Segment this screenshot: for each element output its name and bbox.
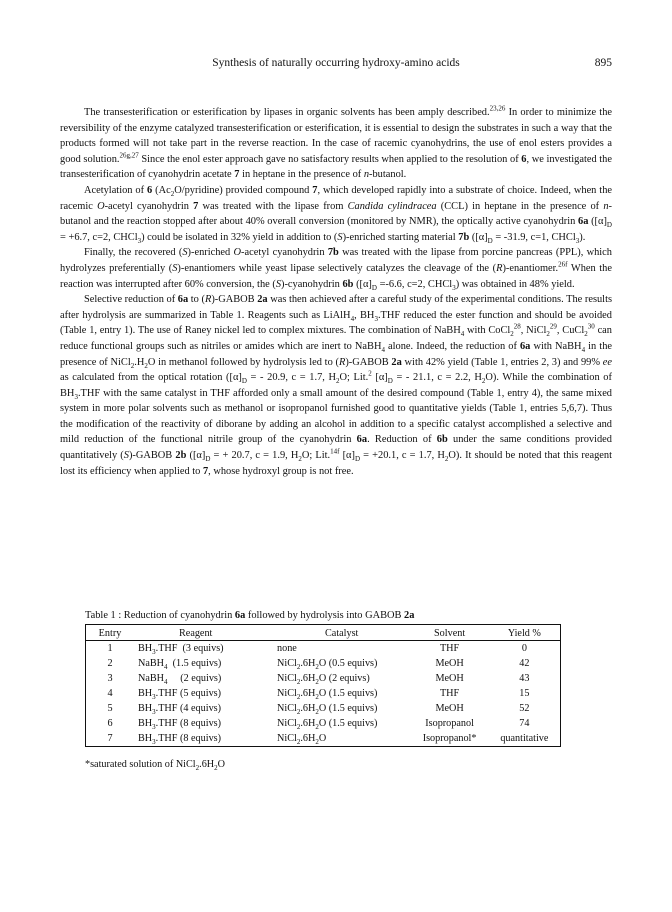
text-run: 7 xyxy=(234,169,240,181)
table-row xyxy=(86,671,561,686)
text-run: 4 xyxy=(581,345,586,354)
cell-catalyst xyxy=(273,701,410,716)
text-run: [α] xyxy=(371,372,388,384)
cell-catalyst xyxy=(273,641,410,657)
text-run: 23,26 xyxy=(489,104,506,113)
text-run: 3 xyxy=(452,283,456,292)
text-run: 7b xyxy=(327,247,339,259)
text-run: 2 xyxy=(315,738,319,747)
text-run: .THF (4 equivs) xyxy=(155,703,222,714)
text-run: .THF (3 equivs) xyxy=(155,643,224,654)
text-run: S xyxy=(182,247,188,259)
text-run: 2 xyxy=(296,738,301,747)
text-run: = - 21.1, c = 2.2, H xyxy=(392,372,482,384)
cell-solvent: Isopropanol xyxy=(425,718,474,729)
text-run: D xyxy=(606,221,612,230)
text-run: was treated with the lipase from xyxy=(198,200,348,212)
text-run: -butanol. xyxy=(369,169,407,181)
text-run: )-enriched starting material xyxy=(342,231,459,243)
text-run: 2b xyxy=(175,450,187,462)
text-run: )-enantiomer. xyxy=(502,262,559,274)
text-run: NiCl xyxy=(277,673,297,684)
col-header-catalyst: Catalyst xyxy=(273,625,410,641)
text-run: D xyxy=(487,236,493,245)
text-run: 3 xyxy=(74,392,78,401)
text-run: 2 xyxy=(368,369,372,378)
text-run: O). While the combination of BH xyxy=(60,372,612,399)
text-run: S xyxy=(337,231,343,243)
table-caption xyxy=(85,610,414,621)
text-run: The transesterification or esterification by lipases in organic solvents has been amply described. xyxy=(84,107,490,118)
text-run: 2 xyxy=(195,764,200,773)
text-run: D xyxy=(354,455,361,464)
cell-catalyst xyxy=(273,686,410,701)
cell-entry: 4 xyxy=(107,688,113,699)
text-run: .6H xyxy=(199,759,215,770)
text-run: .6H xyxy=(300,673,316,684)
text-run: Selective reduction of xyxy=(84,294,178,306)
text-run: NiCl xyxy=(277,718,297,729)
text-run: .THF reduced the ester function and should be avoided (Table 1, entry 1). The use of Raney nickel led to complex mixtures. The combination of NaBH xyxy=(60,309,612,337)
text-run: 6b xyxy=(342,278,354,290)
text-run: under the same conditions provided quantitatively ( xyxy=(60,434,612,462)
text-run: 4 xyxy=(381,345,385,354)
text-run: = -31.9, c=1, CHCl xyxy=(492,231,576,243)
text-run: .H xyxy=(134,356,145,368)
text-run: (1.5 equivs) xyxy=(167,658,222,669)
text-run: D xyxy=(241,377,247,386)
text-run: 6a xyxy=(177,294,189,306)
text-run: 28 xyxy=(513,322,521,331)
table-row xyxy=(86,731,561,747)
cell-reagent xyxy=(134,641,273,657)
text-run: .6H xyxy=(300,703,316,714)
text-run: 2 xyxy=(296,663,301,672)
text-run: 2 xyxy=(546,330,550,339)
text-run: 26f xyxy=(558,260,568,269)
text-run: . Reduction of xyxy=(367,434,437,446)
text-run: *saturated solution of NiCl xyxy=(85,759,196,770)
text-run: , CuCl xyxy=(556,325,585,337)
text-run: 2 xyxy=(170,190,175,199)
text-run: 29 xyxy=(549,322,557,331)
text-run: , which developed rapidly into a substrate of choice. Indeed, when the racemic xyxy=(60,184,613,212)
cell-entry: 3 xyxy=(107,673,113,684)
text-run: = +20.1, c = 1.7, H xyxy=(360,450,445,462)
text-run: 2 xyxy=(298,455,302,464)
text-run: D xyxy=(205,455,211,464)
cell-solvent: MeOH xyxy=(435,673,464,684)
text-run: -butanol and the reaction stopped after about 40% overall conversion (monitored by NMR), the optically active cyanohydrin xyxy=(60,200,612,228)
text-run: 7 xyxy=(193,200,199,212)
text-run: 2a xyxy=(404,610,415,621)
text-run: Table 1 : Reduction of cyanohydrin xyxy=(85,610,235,621)
text-run: 2 xyxy=(144,361,148,370)
text-run: D xyxy=(387,377,393,386)
text-run: was then achieved after a careful study of the experimental conditions. The results after hydrolysis are summarized in Table 1. Reagents such as LiAlH xyxy=(60,294,613,321)
text-run: ([α] xyxy=(469,231,488,243)
text-run: O (1.5 equivs) xyxy=(318,703,378,714)
cell-yield: 15 xyxy=(519,688,530,699)
text-run: 3 xyxy=(152,723,156,732)
text-run: 2 xyxy=(214,764,218,773)
text-run: BH xyxy=(138,643,153,654)
text-run: can reduce functional groups such as nitriles or amides which are inert to NaBH xyxy=(60,325,612,352)
text-run: 3 xyxy=(152,693,156,702)
text-run: ([α] xyxy=(353,278,372,290)
text-run: BH xyxy=(138,688,153,699)
text-run: .THF (8 equivs) xyxy=(155,733,222,744)
cell-solvent: Isopropanol* xyxy=(410,731,488,747)
text-run: NiCl xyxy=(277,688,297,699)
cell-yield: quantitative xyxy=(489,731,561,747)
text-run: with 42% yield (Table 1, entries 2, 3) and 99% xyxy=(401,356,603,368)
table-row xyxy=(86,716,561,731)
cell-catalyst xyxy=(273,671,410,686)
text-run: )-enriched xyxy=(187,247,234,259)
text-run: with NaBH xyxy=(530,340,582,352)
text-run: )-GABOB xyxy=(345,356,392,368)
text-run: Since the enol ester approach gave no satisfactory results when applied to the resolution of xyxy=(138,153,522,165)
text-run: Finally, the recovered ( xyxy=(84,247,183,259)
cell-reagent xyxy=(134,671,273,686)
table-header-row xyxy=(86,625,561,641)
text-run: 2 xyxy=(315,678,319,687)
text-run: When the reaction was interrupted after 60% conversion, the ( xyxy=(60,262,612,290)
text-run: BH xyxy=(138,703,153,714)
text-run: 2 xyxy=(315,693,319,702)
cell-reagent xyxy=(134,731,273,747)
text-run: = - 20.9, c = 1.7, H xyxy=(246,372,336,384)
text-run: S xyxy=(172,262,178,274)
text-run: with CoCl xyxy=(464,325,511,337)
text-run: .6H xyxy=(300,658,316,669)
text-run: ee xyxy=(602,356,613,368)
text-run: NiCl xyxy=(277,733,297,744)
cell-yield: 74 xyxy=(519,718,530,729)
text-run: .THF (8 equivs) xyxy=(155,718,222,729)
text-run: 2 xyxy=(481,377,486,386)
text-run: .THF with the same catalyst in THF afforded only a small amount of the desired compound (Table 1, entry 4), the same mixed system in more polar solvents such as methanol or isopropanol furnished good to quantitative yields (Table 1, entries 5,6,7). Thus the modification of the reactivity of diborane by adding an alcohol in addition to a specific catalyst accomplished a selective and mild reduction of the functional nitrile group of the cyanohydrin xyxy=(60,387,612,446)
col-header-reagent: Reagent xyxy=(134,625,273,641)
text-run: 2 xyxy=(130,361,135,370)
text-run: 7 xyxy=(312,184,318,196)
text-run: 2 xyxy=(315,708,319,717)
text-run: was treated with the lipase from porcine pancreas (PPL), which hydrolyzes preferentially ( xyxy=(60,247,612,274)
text-run: followed by hydrolysis into GABOB xyxy=(245,610,405,621)
text-run: 7b xyxy=(458,231,470,243)
table-footnote xyxy=(85,759,225,773)
text-run: R xyxy=(338,356,346,368)
text-run: S xyxy=(123,450,129,462)
text-run: 2 xyxy=(296,678,301,687)
text-run: 6a xyxy=(519,340,531,352)
text-run: 7 xyxy=(202,465,209,477)
text-run: 2 xyxy=(296,708,301,717)
text-run: n xyxy=(603,200,609,212)
paragraph xyxy=(60,183,612,245)
text-run: (Ac xyxy=(152,184,171,196)
text-run: .THF (5 equivs) xyxy=(155,688,222,699)
cell-catalyst xyxy=(273,656,410,671)
text-run: (CCL) in heptane in the presence of xyxy=(436,200,604,212)
text-run: O (0.5 equivs) xyxy=(318,658,378,669)
running-title: Synthesis of naturally occurring hydroxy-amino acids xyxy=(212,57,460,69)
text-run: Candida cylindracea xyxy=(347,200,437,212)
text-run: S xyxy=(275,278,282,290)
text-run: 4 xyxy=(460,330,465,339)
text-run: [α] xyxy=(339,450,355,462)
table-row xyxy=(86,701,561,716)
cell-solvent: THF xyxy=(439,643,460,654)
cell-solvent: THF xyxy=(439,688,460,699)
text-run: 3 xyxy=(152,738,156,747)
cell-catalyst xyxy=(273,716,410,731)
paragraph xyxy=(60,245,612,292)
text-run: O). It should be noted that this reagent lost its efficiency when applied to xyxy=(60,450,612,477)
col-header-solvent: Solvent xyxy=(410,625,488,641)
text-run: 3 xyxy=(374,314,378,323)
text-run: )-cyanohydrin xyxy=(281,278,343,290)
text-run: ) could be isolated in 32% yield in addition to ( xyxy=(141,231,338,243)
text-run: .6H xyxy=(300,733,316,744)
text-run: ([α] xyxy=(186,450,206,462)
col-header-entry: Entry xyxy=(86,625,135,641)
text-run: = + 20.7, c = 1.9, H xyxy=(210,450,299,462)
text-run: =-6.6, c=2, CHCl xyxy=(376,278,453,290)
cell-reagent xyxy=(134,701,273,716)
text-run: -acetyl cyanohydrin xyxy=(241,247,328,259)
table-row xyxy=(86,641,561,657)
text-run: )-GABOB xyxy=(128,450,176,462)
body-text xyxy=(60,105,612,479)
cell-reagent xyxy=(134,656,273,671)
text-run: O xyxy=(318,733,327,744)
paragraph xyxy=(60,105,612,183)
text-run: O (1.5 equivs) xyxy=(318,688,378,699)
cell-entry: 6 xyxy=(107,718,113,729)
text-run: none xyxy=(277,643,297,654)
text-run: 2a xyxy=(391,356,402,368)
running-header xyxy=(60,57,612,75)
text-run: 2 xyxy=(510,330,514,339)
text-run: alone. Indeed, the reduction of xyxy=(384,340,520,352)
text-run: , we investigated the transesterification of cyanohydrin acetate xyxy=(60,153,612,181)
text-run: 2 xyxy=(336,377,340,386)
results-table xyxy=(85,624,561,747)
text-run: n xyxy=(363,169,370,181)
text-run: NaBH xyxy=(138,658,165,669)
text-run: 2 xyxy=(296,693,301,702)
text-run: 26g,27 xyxy=(119,151,139,160)
text-run: 3 xyxy=(137,236,142,245)
text-run: 2 xyxy=(315,663,319,672)
text-run: 3 xyxy=(575,236,580,245)
cell-reagent xyxy=(134,716,273,731)
text-run: ([α] xyxy=(588,216,607,228)
text-run: Acetylation of xyxy=(84,184,147,196)
table-row xyxy=(86,656,561,671)
cell-catalyst xyxy=(273,731,410,747)
text-run: O in methanol followed by hydrolysis led to ( xyxy=(147,356,339,368)
text-run: ). xyxy=(579,231,586,243)
text-run: )-GABOB xyxy=(211,294,258,306)
text-run: NiCl xyxy=(277,658,297,669)
cell-yield: 52 xyxy=(519,703,530,714)
cell-entry: 5 xyxy=(107,703,113,714)
text-run: .6H xyxy=(300,688,316,699)
text-run: .6H xyxy=(300,718,316,729)
text-run: in heptane in the presence of xyxy=(239,169,364,181)
cell-yield: 0 xyxy=(521,643,527,654)
page-number: 895 xyxy=(594,57,612,69)
text-run: 2 xyxy=(296,723,301,732)
text-run: ) was obtained in 48% yield. xyxy=(455,278,575,290)
text-run: 4 xyxy=(164,663,168,672)
text-run: BH xyxy=(138,733,153,744)
text-run: NaBH xyxy=(138,673,165,684)
text-run: )-enantiomers while yeast lipase selectively catalyzes the cleavage of the ( xyxy=(177,262,497,274)
text-run: 14f xyxy=(330,447,340,456)
text-run: 3 xyxy=(152,648,156,657)
text-run: 2a xyxy=(257,294,268,306)
text-run: to ( xyxy=(188,294,205,306)
text-run: 6a xyxy=(234,610,246,621)
text-run: O; Lit. xyxy=(301,450,331,462)
text-run: O/pyridine) provided compound xyxy=(174,184,313,196)
text-run: , NiCl xyxy=(520,325,547,337)
text-run: O (1.5 equivs) xyxy=(318,718,378,729)
text-run: (2 equivs) xyxy=(167,673,222,684)
text-run: as calculated from the optical rotation ([α] xyxy=(60,372,242,384)
text-run: in the presence of NiCl xyxy=(60,340,612,368)
text-run: O xyxy=(233,247,242,259)
cell-entry: 1 xyxy=(107,643,113,654)
text-run: , whose hydroxyl group is not free. xyxy=(208,465,354,477)
cell-yield: 42 xyxy=(519,658,530,669)
cell-solvent: MeOH xyxy=(435,703,464,714)
cell-entry: 2 xyxy=(107,658,113,669)
text-run: 6a xyxy=(356,434,368,446)
text-run: O xyxy=(217,759,225,770)
paragraph xyxy=(60,292,612,479)
text-run: 2 xyxy=(444,455,449,464)
col-header-yield: Yield % xyxy=(489,625,561,641)
cell-reagent xyxy=(134,686,273,701)
text-run: R xyxy=(496,262,503,274)
text-run: 30 xyxy=(587,322,595,331)
text-run: 3 xyxy=(152,708,156,717)
text-run: In order to minimize the reversibility of the enzyme catalyzed transesterification or esterification, it is essential to design the substrates in such a way that the products formed will not take part in the reverse reaction. In the case of racemic cyanohydrins, the use of enol esters provides a good solution. xyxy=(60,107,612,165)
text-run: NiCl xyxy=(277,703,297,714)
text-run: O (2 equivs) xyxy=(318,673,370,684)
text-run: 4 xyxy=(350,314,355,323)
text-run: 4 xyxy=(164,678,168,687)
text-run: 6a xyxy=(578,216,589,228)
table-row xyxy=(86,686,561,701)
text-run: , BH xyxy=(354,309,375,321)
text-run: BH xyxy=(138,718,153,729)
text-run: O xyxy=(97,200,105,212)
text-run: -acetyl cyanohydrin xyxy=(104,200,194,212)
text-run: O; Lit. xyxy=(339,372,369,384)
text-run: 6b xyxy=(436,434,448,446)
cell-entry: 7 xyxy=(86,731,135,747)
text-run: 6 xyxy=(147,184,153,196)
text-run: R xyxy=(204,294,212,306)
text-run: = +6.7, c=2, CHCl xyxy=(60,231,138,243)
text-run: 2 xyxy=(315,723,319,732)
text-run: 6 xyxy=(521,153,527,165)
text-run: 2 xyxy=(584,330,588,339)
cell-yield: 43 xyxy=(519,673,530,684)
text-run: D xyxy=(371,283,377,292)
cell-solvent: MeOH xyxy=(435,658,464,669)
